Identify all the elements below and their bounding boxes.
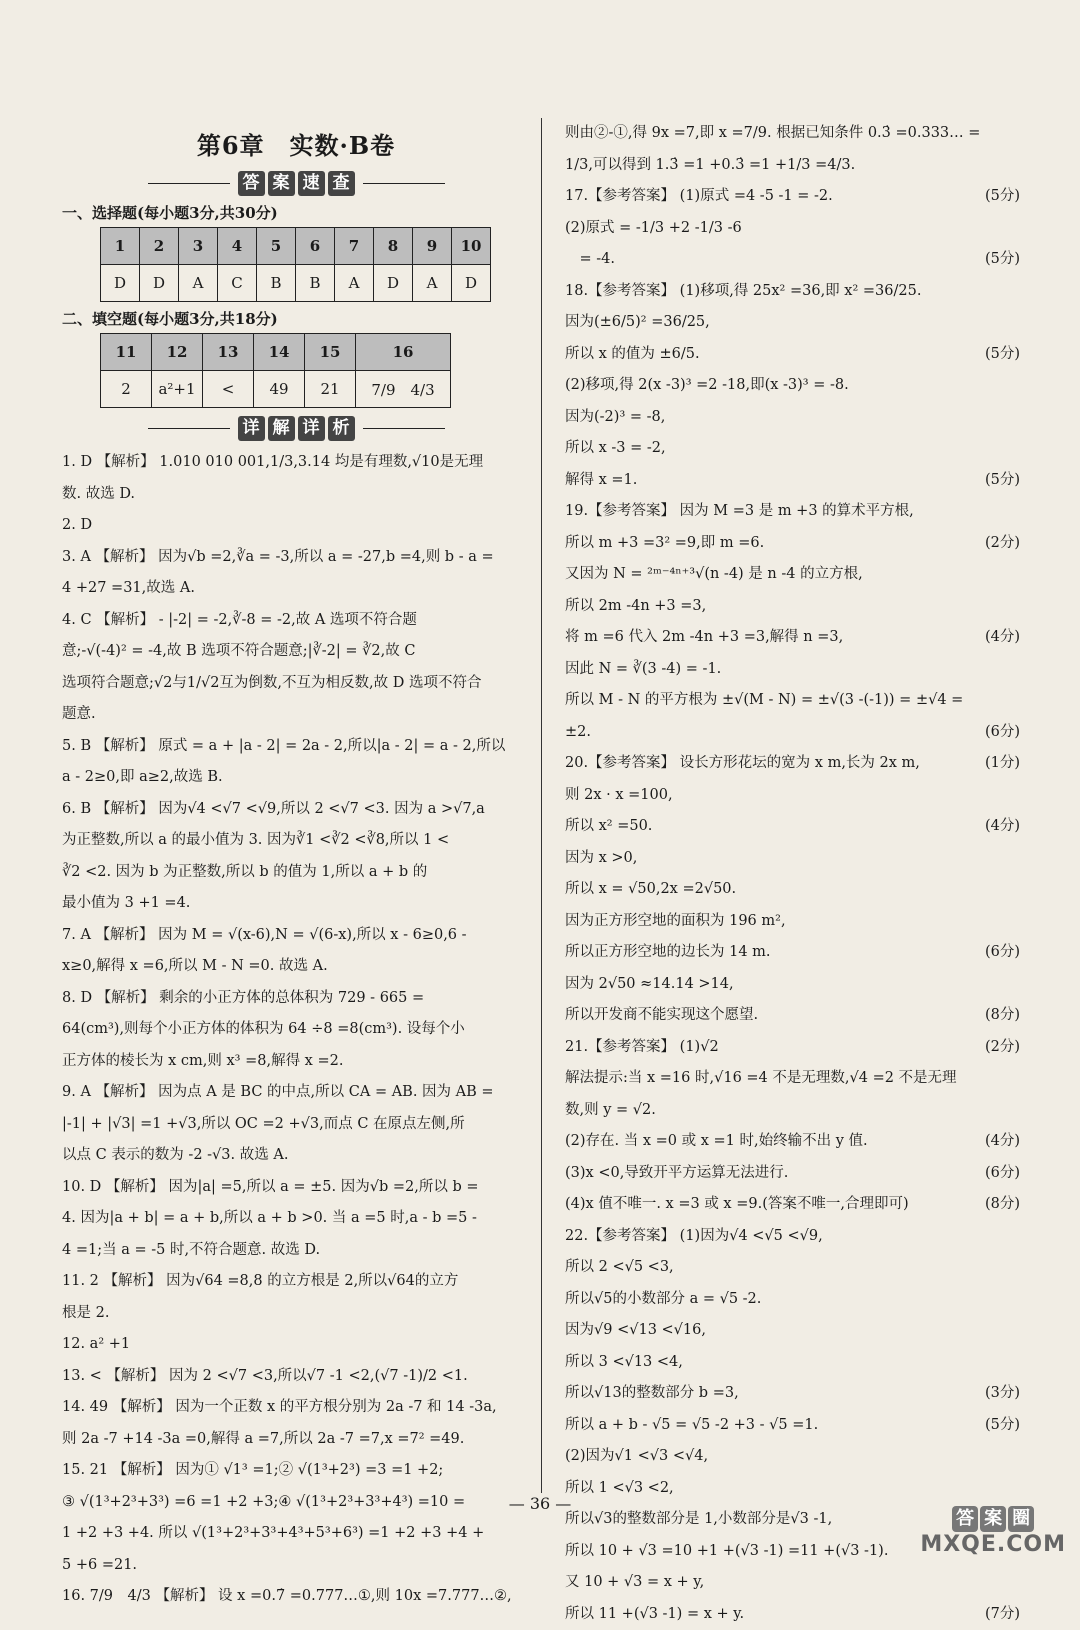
solution-line [565,244,1020,276]
solution-line [565,685,1020,717]
score-points: (6分) [985,937,1020,969]
solution-line [565,1189,1020,1221]
solution-text: 则 2x · x =100, [565,787,673,803]
solution-text: 所以 x 的值为 ±6/5. [565,346,700,362]
solution-line [565,1032,1020,1064]
analysis-line: 根是 2. [62,1298,530,1330]
solution-text: 因为√9 <√13 <√16, [565,1322,706,1338]
solution-text: 所以 x = √50,2x =2√50. [565,881,736,897]
analysis-line: 意;-√(-4)² = -4,故 B 选项不符合题意;|∛-2| = ∛2,故 C [62,636,530,668]
solution-line [565,370,1020,402]
analysis-line: 13. < 【解析】 因为 2 <√7 <3,所以√7 -1 <2,(√7 -1)/2 <1. [62,1361,530,1393]
solution-text: ±2. [565,724,591,740]
solution-text: (2)存在. 当 x =0 或 x =1 时,始终输不出 y 值. [565,1133,868,1149]
logo-text: MXQE.COM [920,1532,1066,1557]
question-number-cell: 8 [374,228,413,265]
solution-text: 因为 2√50 ≈14.14 >14, [565,976,734,992]
score-points: (5分) [985,1410,1020,1442]
solution-text: 因为(-2)³ = -8, [565,409,665,425]
banner-char: 案 [268,171,295,196]
score-points: (5分) [985,339,1020,371]
solution-line [565,843,1020,875]
banner-char: 详 [298,416,325,441]
analysis-line: 4 =1;当 a = -5 时,不符合题意. 故选 D. [62,1235,530,1267]
analysis-line: 16. 7/9 4/3 【解析】 设 x =0.7̇ =0.777…①,则 10x =7.777…②, [62,1581,530,1613]
solution-line [565,150,1020,182]
solution-line [565,1347,1020,1379]
analysis-line: 64(cm³),则每个小正方体的体积为 64 ÷8 =8(cm³). 设每个小 [62,1014,530,1046]
question-number-cell: 1 [101,228,140,265]
solution-line [565,402,1020,434]
solution-line [565,1252,1020,1284]
analysis-line: a - 2≥0,即 a≥2,故选 B. [62,762,530,794]
question-number-cell: 11 [101,334,152,371]
question-number-cell: 10 [452,228,491,265]
logo-char: 案 [980,1506,1006,1532]
answer-cell: B [257,265,296,302]
solution-line [565,1221,1020,1253]
analysis-line: 正方体的棱长为 x cm,则 x³ =8,解得 x =2. [62,1046,530,1078]
score-points: (4分) [985,811,1020,843]
solution-text: 所以开发商不能实现这个愿望. [565,1007,758,1023]
page-title: 第6章 实数·B卷 [62,126,530,161]
analysis-line: 4. 因为|a + b| = a + b,所以 a + b >0. 当 a =5 时,a - b =5 - [62,1203,530,1235]
analysis-line: 2. D [62,510,530,542]
analysis-line: x≥0,解得 x =6,所以 M - N =0. 故选 A. [62,951,530,983]
question-number-cell: 7 [335,228,374,265]
question-number-cell: 2 [140,228,179,265]
solution-line [565,1315,1020,1347]
solution-line [565,1441,1020,1473]
banner-detailed-analysis [62,416,530,441]
answer-cell: C [218,265,257,302]
banner-char: 答 [238,171,265,196]
analysis-line: 4 +27 =31,故选 A. [62,573,530,605]
score-points: (5分) [985,465,1020,497]
solution-text: 所以 11 +(√3 -1) = x + y. [565,1606,744,1622]
analysis-line: 数. 故选 D. [62,479,530,511]
solution-text: 所以 x² =50. [565,818,652,834]
analysis-line: 6. B 【解析】 因为√4 <√7 <√9,所以 2 <√7 <3. 因为 a >√7,a [62,794,530,826]
score-points: (1分) [985,748,1020,780]
score-points: (7分) [985,1599,1020,1630]
analysis-line: 为正整数,所以 a 的最小值为 3. 因为∛1 <∛2 <∛8,所以 1 < [62,825,530,857]
solution-line [565,1095,1020,1127]
solution-line [565,276,1020,308]
analysis-line: 最小值为 3 +1 =4. [62,888,530,920]
analysis-line: 3. A 【解析】 因为√b =2,∛a = -3,所以 a = -27,b =4,则 b - a = [62,542,530,574]
answer-cell: 2 [101,371,152,408]
analysis-line: 1. D 【解析】 1.010 010 001,1/3,3.14 均是有理数,√10是无理 [62,447,530,479]
answer-cell: D [101,265,140,302]
score-points: (8分) [985,1000,1020,1032]
analysis-line: |-1| + |√3| =1 +√3,所以 OC =2 +√3,而点 C 在原点左侧,所 [62,1109,530,1141]
solution-text: 因此 N = ∛(3 -4) = -1. [565,661,721,677]
solution-text: 数,则 y = √2. [565,1102,656,1118]
banner-char: 速 [298,171,325,196]
score-points: (6分) [985,1158,1020,1190]
solution-line [565,496,1020,528]
solution-line [565,811,1020,843]
answer-cell: A [179,265,218,302]
solution-text: (4)x 值不唯一. x =3 或 x =9.(答案不唯一,合理即可) [565,1196,909,1212]
section-heading-fill: 二、填空题(每小题3分,共18分) [62,308,530,329]
answer-cell: A [413,265,452,302]
analysis-line: 14. 49 【解析】 因为一个正数 x 的平方根分别为 2a -7 和 14 -3a, [62,1392,530,1424]
solution-text: 则由②-①,得 9x =7,即 x =7/9. 根据已知条件 0.3̇ =0.333… = [565,125,980,141]
solution-line [565,213,1020,245]
banner-rule [148,183,230,184]
score-points: (6分) [985,717,1020,749]
analysis-line: 4. C 【解析】 - |-2| = -2,∛-8 = -2,故 A 选项不符合题 [62,605,530,637]
solution-text: (2)原式 = -1/3 +2 -1/3 -6 [565,220,742,236]
solution-text: 所以 2m -4n +3 =3, [565,598,706,614]
solution-line [565,1126,1020,1158]
solution-text: 所以 a + b - √5 = √5 -2 +3 - √5 =1. [565,1417,818,1433]
solution-text: 所以√3的整数部分是 1,小数部分是√3 -1, [565,1511,832,1527]
solution-text: 19.【参考答案】 因为 M =3 是 m +3 的算术平方根, [565,503,914,519]
solution-text: 解得 x =1. [565,472,637,488]
solution-line [565,622,1020,654]
banner-char: 析 [328,416,355,441]
score-points: (5分) [985,244,1020,276]
solution-text: 所以 m +3 =3² =9,即 m =6. [565,535,764,551]
solution-line [565,717,1020,749]
solution-text: 20.【参考答案】 设长方形花坛的宽为 x m,长为 2x m, [565,755,920,771]
solution-text: 解法提示:当 x =16 时,√16 =4 不是无理数,√4 =2 不是无理 [565,1070,957,1086]
banner-char: 详 [238,416,265,441]
fill-answer-table [100,333,451,408]
question-number-cell: 4 [218,228,257,265]
solution-text: 所以 M - N 的平方根为 ±√(M - N) = ±√(3 -(-1)) = ±√4 = [565,692,963,708]
banner-rule [363,428,445,429]
analysis-line: 10. D 【解析】 因为|a| =5,所以 a = ±5. 因为√b =2,所以 b = [62,1172,530,1204]
analysis-line: 7. A 【解析】 因为 M = √(x-6),N = √(6-x),所以 x - 6≥0,6 - [62,920,530,952]
solution-text: 又因为 N = ²ᵐ⁻⁴ⁿ⁺³√(n -4) 是 n -4 的立方根, [565,566,863,582]
answer-cell: B [296,265,335,302]
score-points: (8分) [985,1189,1020,1221]
question-number-cell: 5 [257,228,296,265]
solution-line [565,307,1020,339]
banner-char: 查 [328,171,355,196]
question-number-cell: 14 [254,334,305,371]
solution-text: 所以正方形空地的边长为 14 m. [565,944,771,960]
solution-line [565,465,1020,497]
solution-line [565,1000,1020,1032]
solution-text: 22.【参考答案】 (1)因为√4 <√5 <√9, [565,1228,823,1244]
solution-text: 所以 10 + √3 =10 +1 +(√3 -1) =11 +(√3 -1). [565,1543,888,1559]
score-points: (2分) [985,528,1020,560]
solution-text: 因为正方形空地的面积为 196 m², [565,913,786,929]
banner-quick-answers [62,171,530,196]
logo-char: 圈 [1008,1506,1034,1532]
solution-text: 将 m =6 代入 2m -4n +3 =3,解得 n =3, [565,629,843,645]
solution-line [565,1567,1020,1599]
solution-line [565,433,1020,465]
solution-line [565,1599,1020,1630]
answer-cell: D [140,265,179,302]
solution-line [565,181,1020,213]
solution-line [565,1378,1020,1410]
solution-line [565,937,1020,969]
banner-rule [148,428,230,429]
solution-text: 因为(±6/5)² =36/25, [565,314,710,330]
choice-answer-table [100,227,491,302]
solution-text: 所以 1 <√3 <2, [565,1480,674,1496]
logo-char: 答 [952,1506,978,1532]
analysis-line: 11. 2 【解析】 因为√64 =8,8 的立方根是 2,所以√64的立方 [62,1266,530,1298]
analysis-line: 5. B 【解析】 原式 = a + |a - 2| = 2a - 2,所以|a - 2| = a - 2,所以 [62,731,530,763]
solution-line [565,780,1020,812]
question-number-cell: 16 [356,334,451,371]
solution-line [565,1284,1020,1316]
solution-line [565,118,1020,150]
banner-char: 解 [268,416,295,441]
solution-line [565,339,1020,371]
column-divider [541,118,542,1493]
analysis-list [62,447,530,1613]
answer-cell: 21 [305,371,356,408]
question-number-cell: 3 [179,228,218,265]
analysis-line: 15. 21 【解析】 因为① √1³ =1;② √(1³+2³) =3 =1 +2; [62,1455,530,1487]
page-number: — 36 — [0,1494,1080,1513]
answer-cell: < [203,371,254,408]
question-number-cell: 15 [305,334,356,371]
solution-line [565,559,1020,591]
solution-line [565,748,1020,780]
solution-line [565,654,1020,686]
analysis-line: 1 +2 +3 +4. 所以 √(1³+2³+3³+4³+5³+6³) =1 +2 +3 +4 + [62,1518,530,1550]
solution-line [565,528,1020,560]
solution-list [565,118,1020,1630]
left-column [62,118,530,1613]
answer-cell: A [335,265,374,302]
solution-text: 所以 3 <√13 <4, [565,1354,683,1370]
analysis-line: 则 2a -7 +14 -3a =0,解得 a =7,所以 2a -7 =7,x =7² =49. [62,1424,530,1456]
solution-line [565,874,1020,906]
solution-text: 所以√5的小数部分 a = √5 -2. [565,1291,761,1307]
solution-text: 又 10 + √3 = x + y, [565,1574,704,1590]
analysis-line: ∛2 <2. 因为 b 为正整数,所以 b 的值为 1,所以 a + b 的 [62,857,530,889]
solution-text: 1/3,可以得到 1.3̇ =1 +0.3̇ =1 +1/3 =4/3. [565,157,855,173]
solution-text: (2)因为√1 <√3 <√4, [565,1448,708,1464]
right-column [565,118,1020,1630]
solution-text: 所以 2 <√5 <3, [565,1259,674,1275]
question-number-cell: 12 [152,334,203,371]
solution-text: 21.【参考答案】 (1)√2 [565,1039,719,1055]
analysis-line: ③ √(1³+2³+3³) =6 =1 +2 +3;④ √(1³+2³+3³+4³) =10 = [62,1487,530,1519]
question-number-cell: 13 [203,334,254,371]
solution-text: 所以 x -3 = -2, [565,440,666,456]
answer-cell: D [452,265,491,302]
question-number-cell: 9 [413,228,452,265]
solution-text: 17.【参考答案】 (1)原式 =4 -5 -1 = -2. [565,188,833,204]
question-number-cell: 6 [296,228,335,265]
score-points: (4分) [985,1126,1020,1158]
solution-text: 18.【参考答案】 (1)移项,得 25x² =36,即 x² =36/25. [565,283,921,299]
watermark-logo [920,1506,1066,1557]
solution-line [565,591,1020,623]
answer-cell: 7/9 4/3 [356,371,451,408]
banner-rule [363,183,445,184]
score-points: (2分) [985,1032,1020,1064]
solution-text: 因为 x >0, [565,850,637,866]
solution-line [565,906,1020,938]
answer-cell: D [374,265,413,302]
score-points: (5分) [985,181,1020,213]
banner-chars [238,171,355,196]
score-points: (4分) [985,622,1020,654]
solution-line [565,1063,1020,1095]
score-points: (3分) [985,1378,1020,1410]
analysis-line: 题意. [62,699,530,731]
solution-line [565,1158,1020,1190]
answer-cell: 49 [254,371,305,408]
solution-line [565,1410,1020,1442]
analysis-line: 以点 C 表示的数为 -2 -√3. 故选 A. [62,1140,530,1172]
solution-line [565,969,1020,1001]
banner-chars [238,416,355,441]
solution-text: (3)x <0,导致开平方运算无法进行. [565,1165,788,1181]
section-heading-choice: 一、选择题(每小题3分,共30分) [62,202,530,223]
analysis-line: 8. D 【解析】 剩余的小正方体的总体积为 729 - 665 = [62,983,530,1015]
solution-text: = -4. [565,251,615,267]
analysis-line: 9. A 【解析】 因为点 A 是 BC 的中点,所以 CA = AB. 因为 AB = [62,1077,530,1109]
analysis-line: 选项符合题意;√2与1/√2互为倒数,不互为相反数,故 D 选项不符合 [62,668,530,700]
analysis-line: 12. a² +1 [62,1329,530,1361]
solution-text: (2)移项,得 2(x -3)³ =2 -18,即(x -3)³ = -8. [565,377,849,393]
solution-text: 所以√13的整数部分 b =3, [565,1385,739,1401]
logo-chars [952,1506,1034,1532]
answer-cell: a²+1 [152,371,203,408]
analysis-line: 5 +6 =21. [62,1550,530,1582]
